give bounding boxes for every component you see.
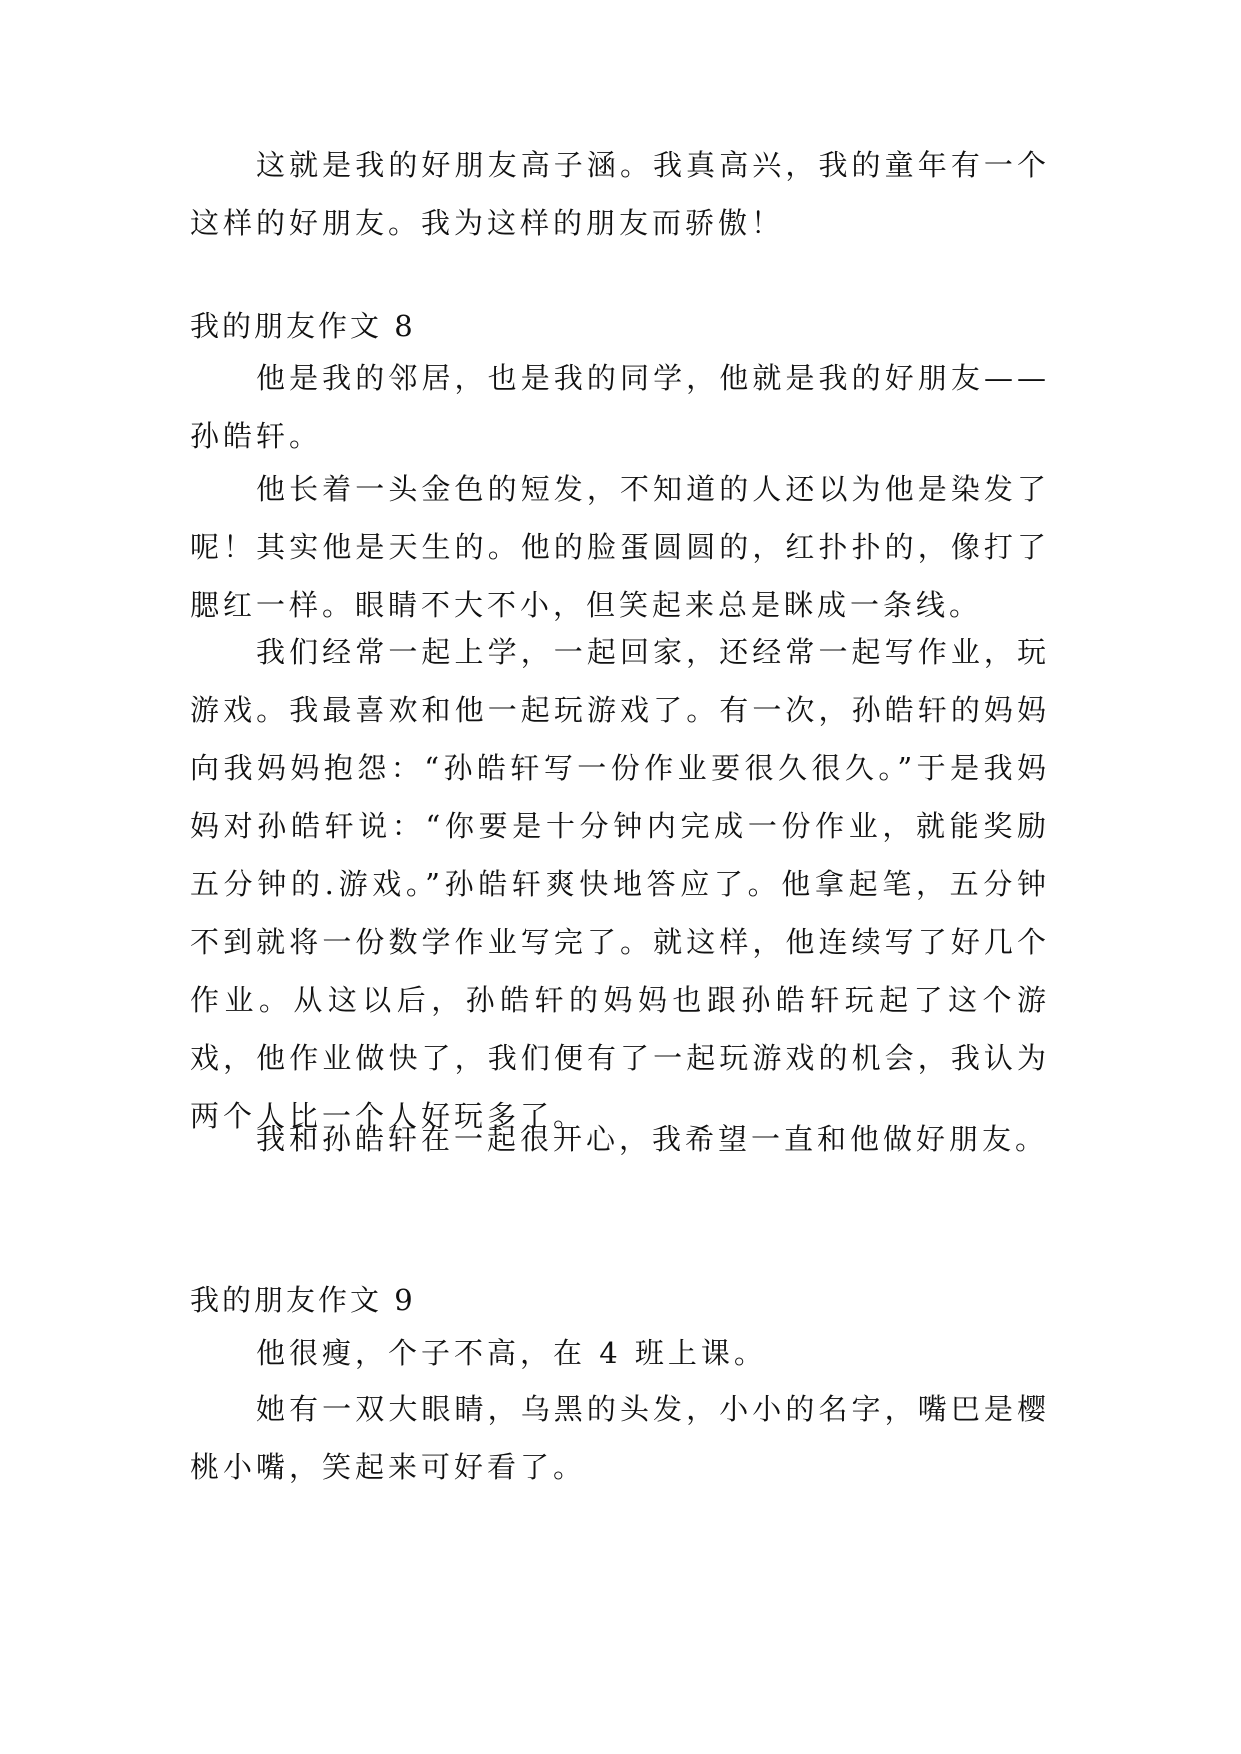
essay-8-paragraph-1: 他是我的邻居，也是我的同学，他就是我的好朋友——孙皓轩。: [190, 361, 1050, 453]
essay-8-paragraph-4: 我和孙皓轩在一起很开心，我希望一直和他做好朋友。: [256, 1122, 1049, 1156]
essay-9-paragraph-2: 她有一双大眼睛，乌黑的头发，小小的名字，嘴巴是樱桃小嘴，笑起来可好看了。: [190, 1392, 1050, 1484]
essay-8-paragraph-2: 他长着一头金色的短发，不知道的人还以为他是染发了呢！其实他是天生的。他的脸蛋圆圆的，红扑扑的，像打了腮红一样。眼睛不大不小，但笑起来总是眯成一条线。: [190, 472, 1050, 622]
essay-8-title: 我的朋友作文 8: [190, 309, 416, 343]
essay-8-paragraph-3: 我们经常一起上学，一起回家，还经常一起写作业，玩游戏。我最喜欢和他一起玩游戏了。有一次，孙皓轩的妈妈向我妈妈抱怨：“孙皓轩写一份作业要很久很久。”于是我妈妈对孙皓轩说：“你要是十分钟内完成一份作业，就能奖励五分钟的.游戏。”孙皓轩爽快地答应了。他拿起笔，五分钟不到就将一份数学作业写完了。就这样，他连续写了好几个作业。从这以后，孙皓轩的妈妈也跟孙皓轩玩起了这个游戏，他作业做快了，我们便有了一起玩游戏的机会，我认为两个人比一个人好玩多了。: [190, 635, 1050, 1133]
essay-9-title: 我的朋友作文 9: [190, 1283, 416, 1317]
essay-9-paragraph-1: 他很瘦，个子不高，在 4 班上课。: [256, 1336, 767, 1370]
paragraph-intro-conclusion: 这就是我的好朋友高子涵。我真高兴，我的童年有一个这样的好朋友。我为这样的朋友而骄傲！: [190, 148, 1050, 240]
